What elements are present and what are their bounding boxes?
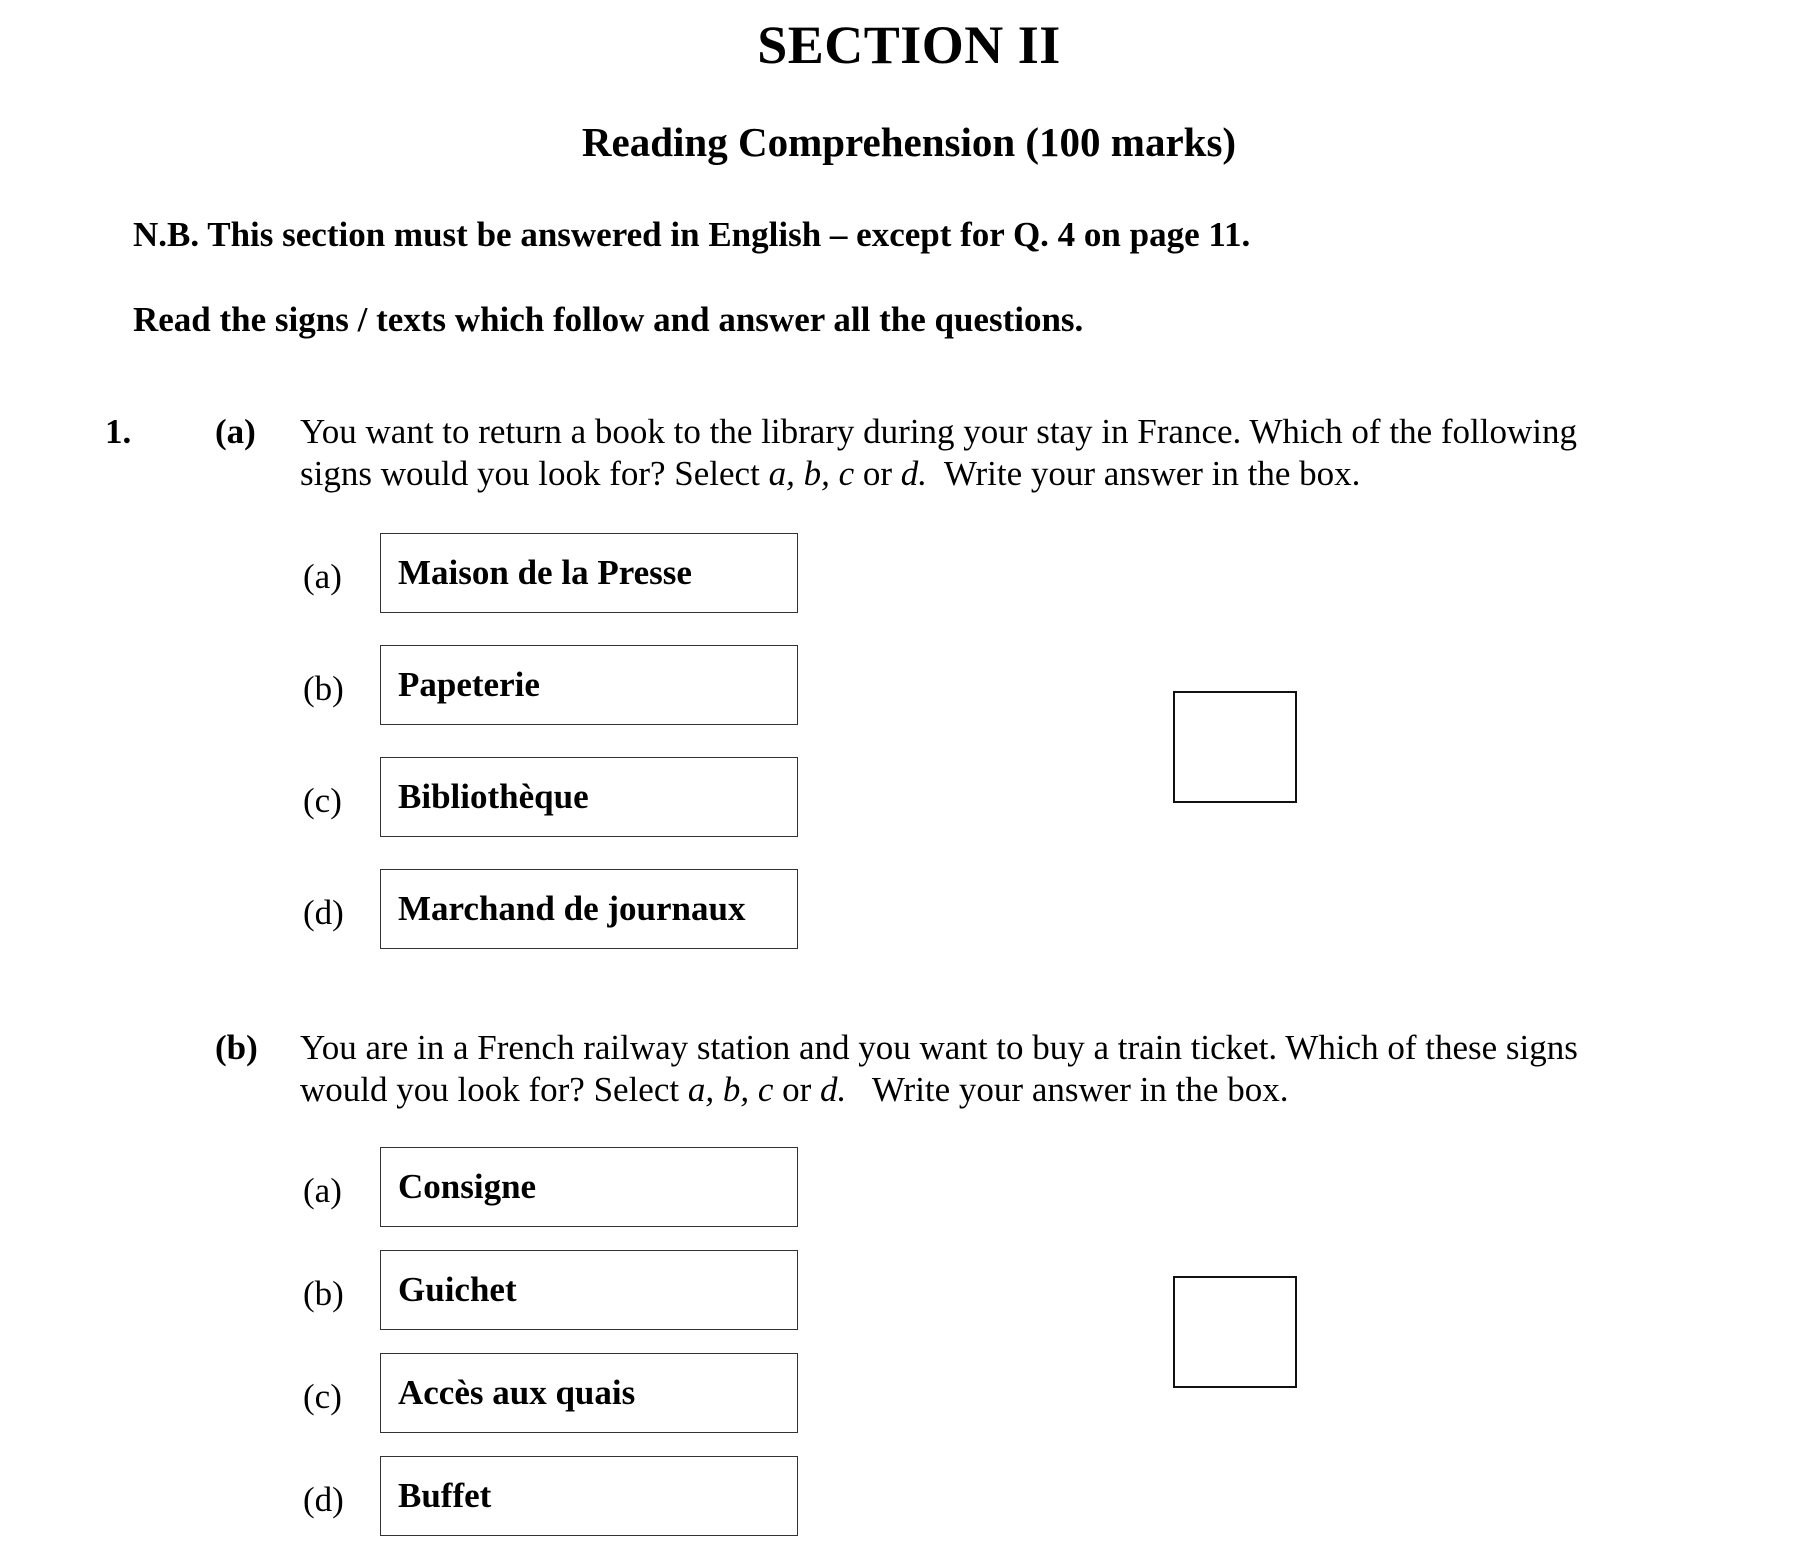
question-text-line: You want to return a book to the library during your stay in France. Which of the following [300, 412, 1577, 451]
question-text-line: would you look for? Select a, b, c or d. Write your answer in the box. [300, 1070, 1289, 1109]
question-number: 1. [105, 412, 132, 451]
option-label: (d) [303, 893, 344, 932]
option-label: (d) [303, 1480, 344, 1519]
option-label: (b) [303, 1274, 344, 1313]
section-subtitle: Reading Comprehension (100 marks) [581, 119, 1237, 165]
sign-option-box: Bibliothèque [380, 757, 798, 837]
nb-instruction: N.B. This section must be answered in English – except for Q. 4 on page 11. [133, 215, 1251, 254]
part-label: (a) [215, 412, 256, 451]
read-instruction: Read the signs / texts which follow and answer all the questions. [133, 300, 1084, 339]
option-label: (a) [303, 1171, 342, 1210]
part-label: (b) [215, 1028, 258, 1067]
option-label: (c) [303, 1377, 342, 1416]
question-text-line: You are in a French railway station and you want to buy a train ticket. Which of these signs [300, 1028, 1578, 1067]
sign-option-box: Guichet [380, 1250, 798, 1330]
option-label: (b) [303, 669, 344, 708]
sign-option-box: Accès aux quais [380, 1353, 798, 1433]
answer-box[interactable] [1173, 1276, 1297, 1388]
sign-option-box: Buffet [380, 1456, 798, 1536]
sign-option-box: Papeterie [380, 645, 798, 725]
option-label: (c) [303, 781, 342, 820]
sign-option-box: Consigne [380, 1147, 798, 1227]
question-text-line: signs would you look for? Select a, b, c or d. Write your answer in the box. [300, 454, 1361, 493]
sign-option-box: Maison de la Presse [380, 533, 798, 613]
answer-box[interactable] [1173, 691, 1297, 803]
option-label: (a) [303, 557, 342, 596]
section-title: SECTION II [757, 15, 1061, 75]
sign-option-box: Marchand de journaux [380, 869, 798, 949]
